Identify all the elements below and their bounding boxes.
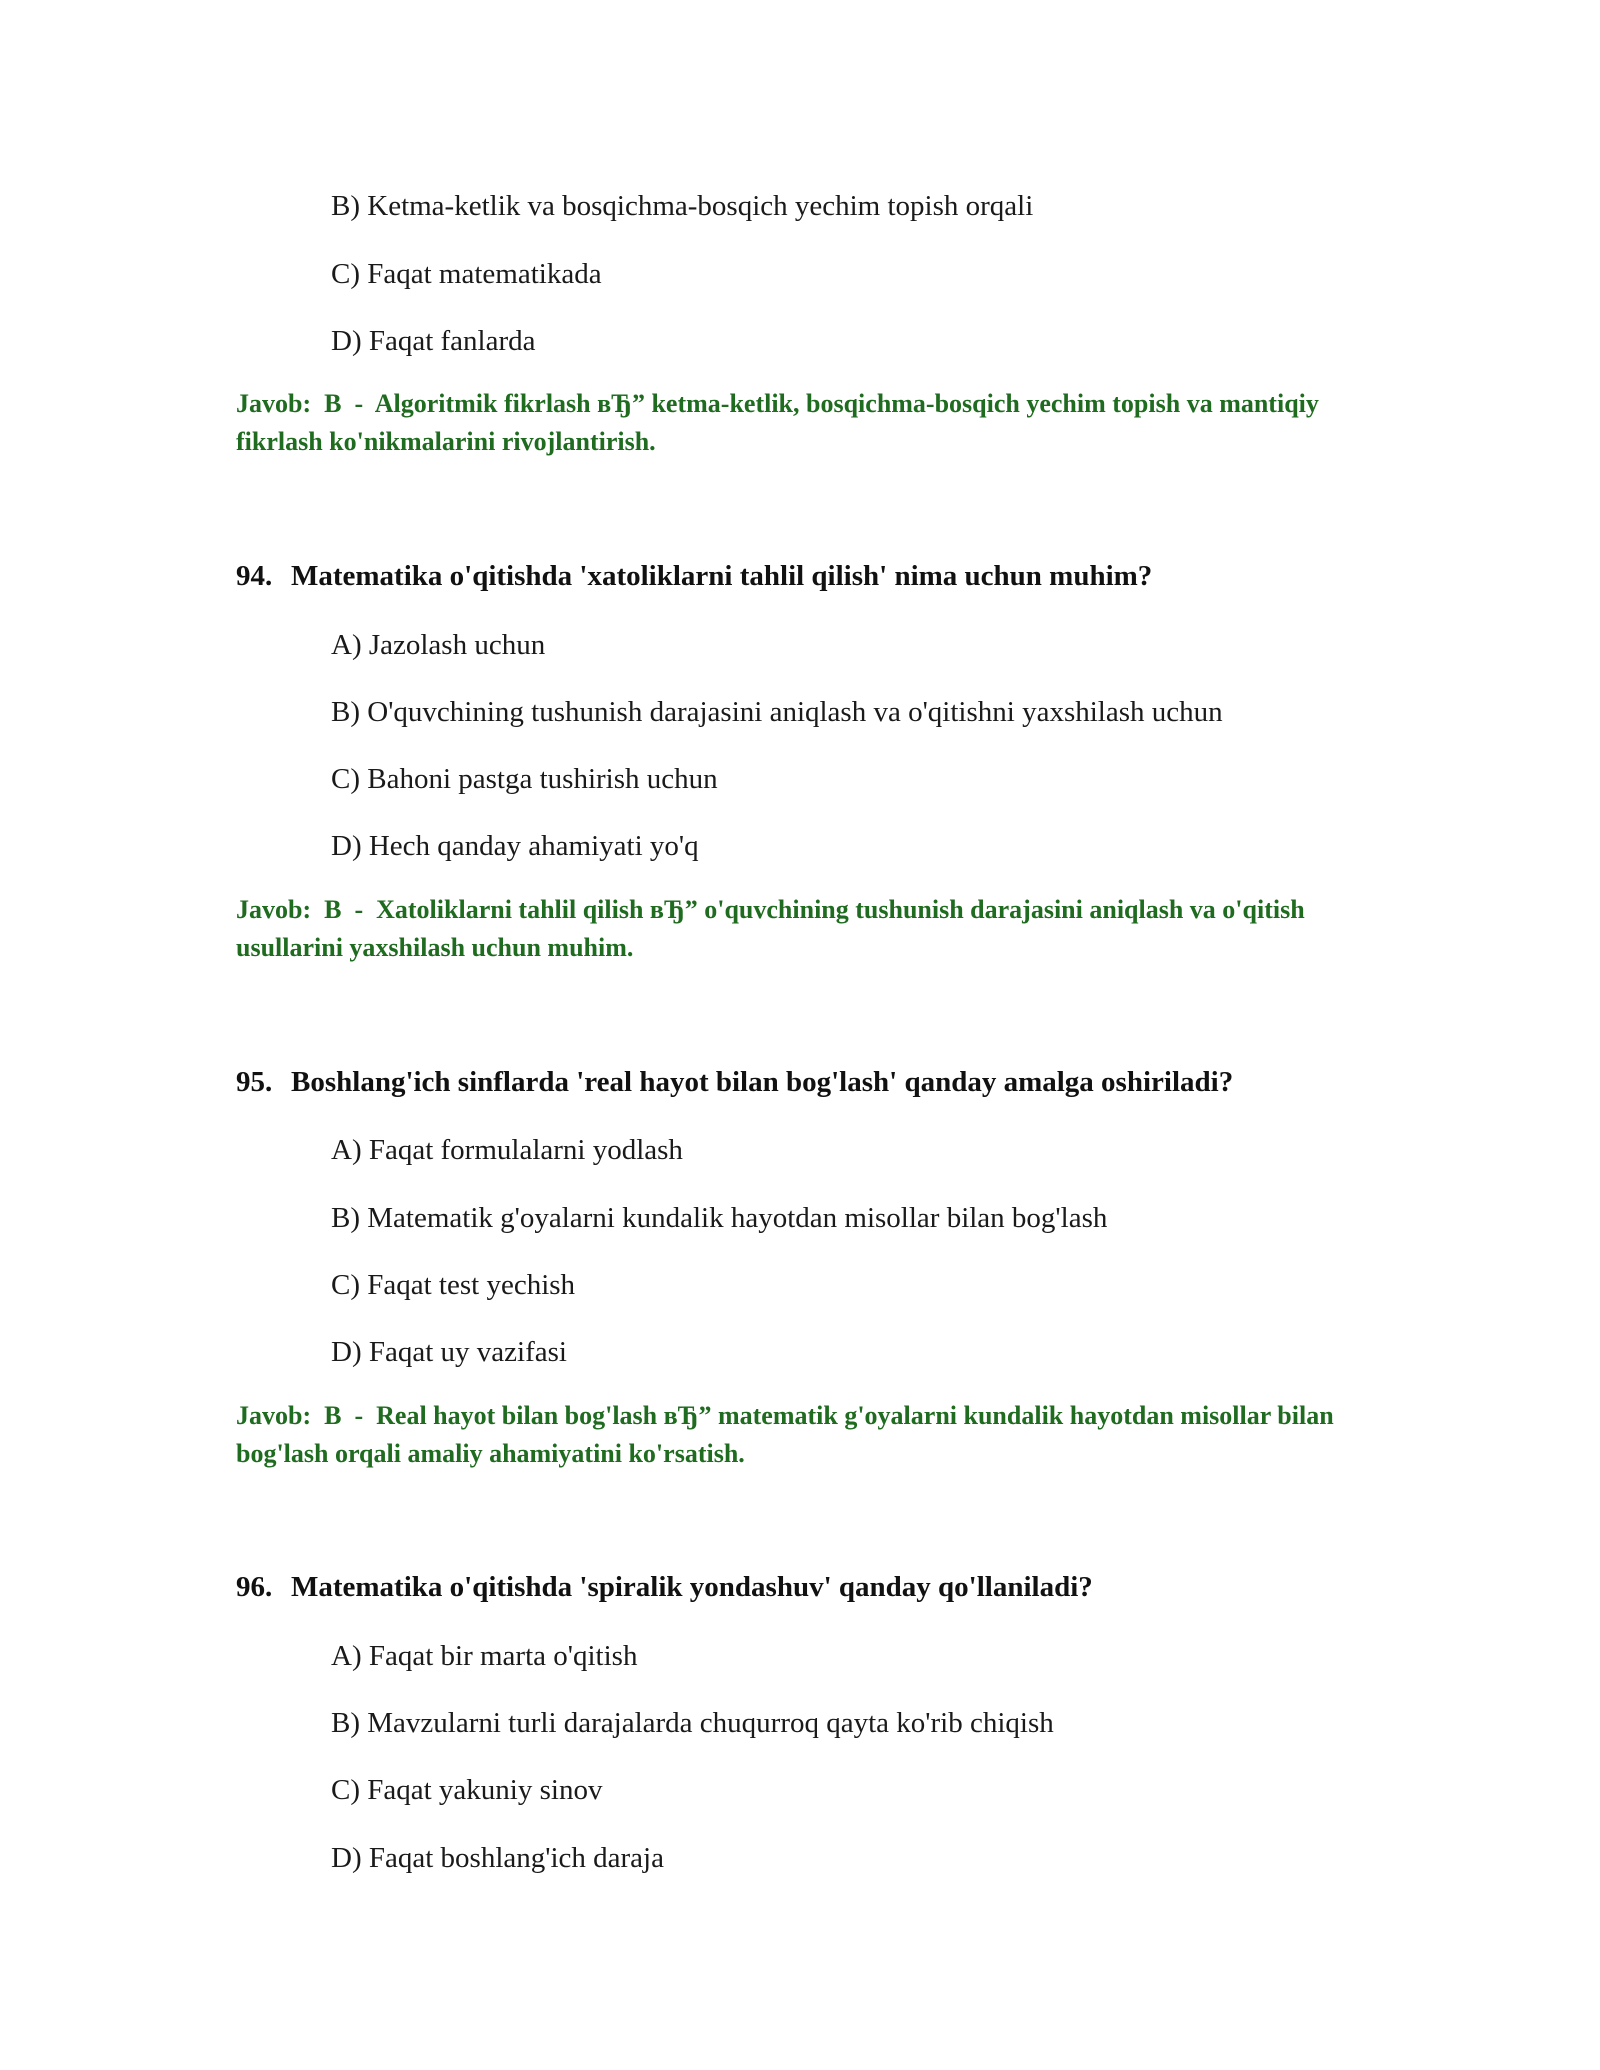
question-94-option-c: C) Bahoni pastga tushirish uchun (331, 763, 718, 795)
question-text: Boshlang'ich sinflarda 'real hayot bilan bog'lash' qanday amalga oshiriladi? (291, 1066, 1234, 1098)
question-text: Matematika o'qitishda 'xatoliklarni tahlil qilish' nima uchun muhim? (291, 560, 1153, 592)
answer-prefix: Javob: B - (236, 389, 375, 418)
question-96-option-c: C) Faqat yakuniy sinov (331, 1774, 603, 1806)
answer-prefix: Javob: B - (236, 895, 377, 924)
question-number: 96. (236, 1571, 273, 1603)
question-94-title (236, 558, 1152, 594)
question-95-option-d: D) Faqat uy vazifasi (331, 1336, 567, 1368)
prev-answer (236, 385, 1366, 461)
question-95-option-c: C) Faqat test yechish (331, 1269, 576, 1301)
answer-text: Algoritmik fikrlash вЂ” ketma-ketlik, bosqichma-bosqich yechim topish va mantiqiy fikrlash ko'nikmalarini rivojlantirish. (236, 389, 1319, 456)
question-94-answer (236, 891, 1366, 967)
question-text: Matematika o'qitishda 'spiralik yondashuv' qanday qo'llaniladi? (291, 1571, 1093, 1603)
question-number: 95. (236, 1066, 273, 1098)
answer-text: Xatoliklarni tahlil qilish вЂ” o'quvchining tushunish darajasini aniqlash va o'qitish usullarini yaxshilash uchun muhim. (236, 895, 1305, 962)
question-94-option-d: D) Hech qanday ahamiyati yo'q (331, 830, 699, 862)
question-94-option-a: A) Jazolash uchun (331, 629, 546, 661)
answer-prefix: Javob: B - (236, 1401, 377, 1430)
question-94-option-b: B) O'quvchining tushunish darajasini aniqlash va o'qitishni yaxshilash uchun (331, 696, 1223, 728)
question-96-option-b: B) Mavzularni turli darajalarda chuqurroq qayta ko'rib chiqish (331, 1707, 1054, 1739)
question-95-option-a: A) Faqat formulalarni yodlash (331, 1134, 683, 1166)
question-96-option-d: D) Faqat boshlang'ich daraja (331, 1842, 664, 1874)
prev-option-d: D) Faqat fanlarda (331, 325, 536, 357)
prev-option-b: B) Ketma-ketlik va bosqichma-bosqich yechim topish orqali (331, 190, 1034, 222)
question-95-option-b: B) Matematik g'oyalarni kundalik hayotdan misollar bilan bog'lash (331, 1202, 1108, 1234)
question-95-answer (236, 1397, 1366, 1473)
question-number: 94. (236, 560, 273, 592)
question-96-title (236, 1569, 1093, 1605)
question-95-title (236, 1064, 1233, 1100)
prev-option-c: C) Faqat matematikada (331, 258, 602, 290)
question-96-option-a: A) Faqat bir marta o'qitish (331, 1640, 638, 1672)
answer-text: Real hayot bilan bog'lash вЂ” matematik g'oyalarni kundalik hayotdan misollar bilan bog'lash orqali amaliy ahamiyatini ko'rsatish. (236, 1401, 1334, 1468)
